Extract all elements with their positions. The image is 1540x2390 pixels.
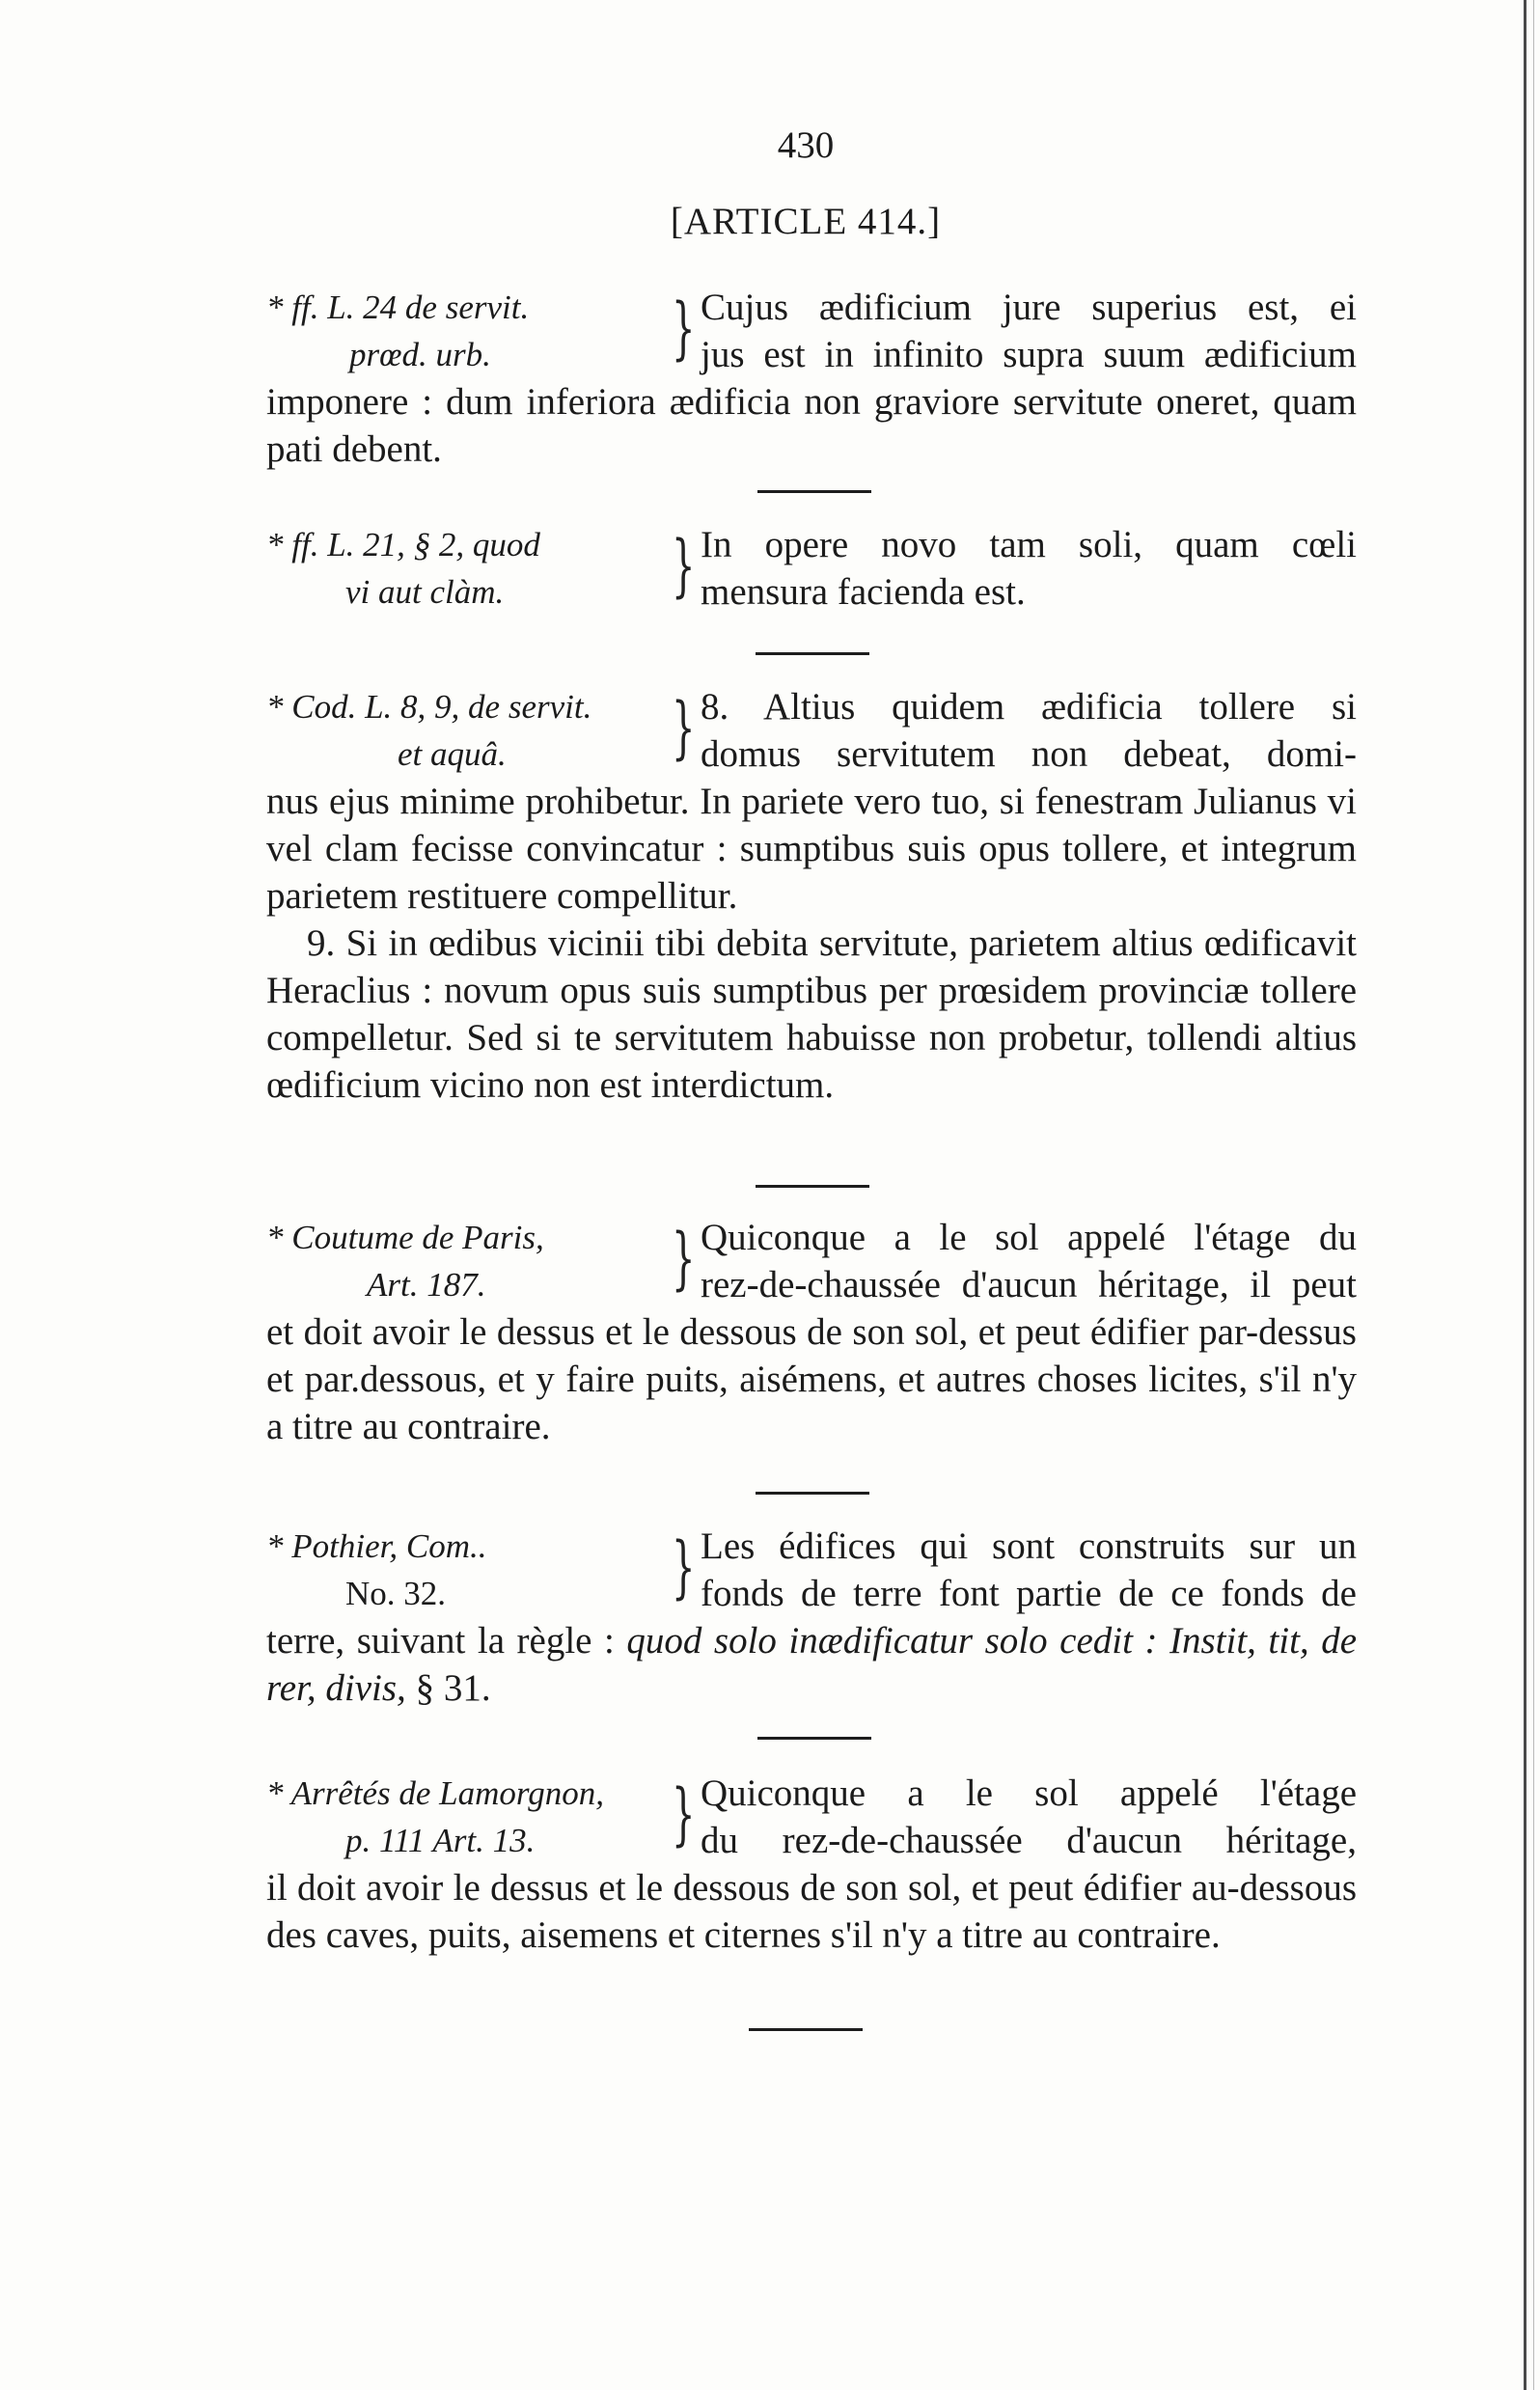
- text-line: du rez-de-chaussée d'aucun héritage,: [701, 1820, 1357, 1861]
- citation-text: [701, 683, 1357, 778]
- latin-maxim: quod solo inædificatur solo cedit : Instit, tit, de rer, divis,: [266, 1620, 1358, 1709]
- citation-reference: [266, 284, 672, 378]
- brace-icon: }: [672, 1219, 696, 1298]
- page-number: 430: [777, 124, 835, 166]
- reference-line: prœd. urb.: [349, 336, 491, 373]
- section-divider: [756, 1492, 869, 1495]
- brace-icon: }: [672, 526, 696, 605]
- citation-entry: [266, 1523, 1357, 1712]
- text-line: domus servitutem non debeat, domi-: [701, 733, 1357, 775]
- citation-reference: [266, 1770, 672, 1864]
- brace-icon: }: [672, 1527, 696, 1607]
- citation-reference: [266, 1214, 672, 1308]
- reference-line: * ff. L. 21, § 2, quod: [266, 526, 540, 563]
- citation-reference: [266, 1523, 672, 1617]
- citation-body: imponere : dum inferiora ædificia non graviore servitute oneret, quam pati debent.: [266, 381, 1357, 470]
- page-edge: [1524, 0, 1526, 2390]
- citation-text: [701, 1770, 1357, 1864]
- citation-body: il doit avoir le dessus et le dessous de son sol, et peut édifier au-dessous des caves, puits, aisemens et citernes s'il n'y a titre au contraire.: [266, 1867, 1357, 1956]
- body-text: terre, suivant la règle :: [266, 1620, 627, 1662]
- text-line: fonds de terre font partie de ce fonds de: [701, 1573, 1357, 1614]
- citation-reference: [266, 683, 672, 778]
- reference-line: p. 111 Art. 13.: [345, 1822, 536, 1859]
- section-divider: [757, 1737, 871, 1740]
- citation-body: [266, 1617, 1357, 1712]
- text-line: Cujus ædificium jure superius est, ei: [701, 287, 1357, 328]
- citation-body: et doit avoir le dessus et le dessous de son sol, et peut édifier par-dessus et par.dessous, et y faire puits, aisémens, et autres choses licites, s'il n'y a titre au contraire.: [266, 1311, 1357, 1447]
- section-divider: [756, 1185, 869, 1188]
- text-line: Les édifices qui sont construits sur un: [701, 1525, 1357, 1567]
- text-line: Quiconque a le sol appelé l'étage: [701, 1772, 1357, 1814]
- article-heading: [ARTICLE 414.]: [670, 201, 942, 242]
- section-divider: [749, 2028, 863, 2031]
- citation-entry: [266, 284, 1357, 473]
- body-paragraph: 9. Si in œdibus vicinii tibi debita servitute, parietem altius œdificavit Heraclius : novum opus suis sumptibus per prœsidem provinciæ tollere compelletur. Sed si te servitutem habuisse non probetur, tollendi altius œdificium vicino non est interdictum.: [266, 922, 1357, 1106]
- reference-line: et aquâ.: [398, 735, 507, 773]
- citation-text: [701, 1214, 1357, 1308]
- citation-body: [266, 778, 1357, 1109]
- citation-entry: [266, 521, 1357, 616]
- page-edge-shadow: [1533, 0, 1534, 2390]
- body-paragraph: nus ejus minime prohibetur. In pariete vero tuo, si fenestram Julianus vi vel clam fecisse convincatur : sumptibus suis opus tollere, et integrum parietem restituere compellitur.: [266, 781, 1357, 917]
- text-line: jus est in infinito supra suum ædificium: [701, 334, 1357, 375]
- citation-text: [701, 521, 1357, 616]
- citation-text: [701, 1523, 1357, 1617]
- text-line: rez-de-chaussée d'aucun héritage, il peut: [701, 1264, 1357, 1305]
- citation-reference: [266, 521, 672, 616]
- reference-line: * Pothier, Com..: [266, 1527, 487, 1565]
- brace-icon: }: [672, 1774, 696, 1854]
- section-divider: [757, 490, 871, 493]
- reference-line: * Arrêtés de Lamorgnon,: [266, 1774, 604, 1812]
- text-line: mensura facienda est.: [701, 571, 1026, 613]
- section-divider: [756, 652, 869, 655]
- reference-line: No. 32.: [345, 1575, 447, 1612]
- brace-icon: }: [672, 688, 696, 767]
- text-line: In opere novo tam soli, quam cœli: [701, 524, 1357, 565]
- reference-line: vi aut clàm.: [345, 573, 505, 611]
- brace-icon: }: [672, 288, 696, 368]
- text-line: 8. Altius quidem ædificia tollere si: [701, 686, 1357, 728]
- reference-line: Art. 187.: [367, 1266, 486, 1304]
- text-line: Quiconque a le sol appelé l'étage du: [701, 1217, 1357, 1258]
- citation-entry: [266, 1214, 1357, 1450]
- reference-line: * ff. L. 24 de servit.: [266, 288, 530, 326]
- reference-line: * Cod. L. 8, 9, de servit.: [266, 688, 592, 726]
- citation-text: [701, 284, 1357, 378]
- body-text: § 31.: [405, 1667, 491, 1709]
- citation-entry: [266, 683, 1357, 1109]
- citation-entry: [266, 1770, 1357, 1959]
- reference-line: * Coutume de Paris,: [266, 1219, 544, 1256]
